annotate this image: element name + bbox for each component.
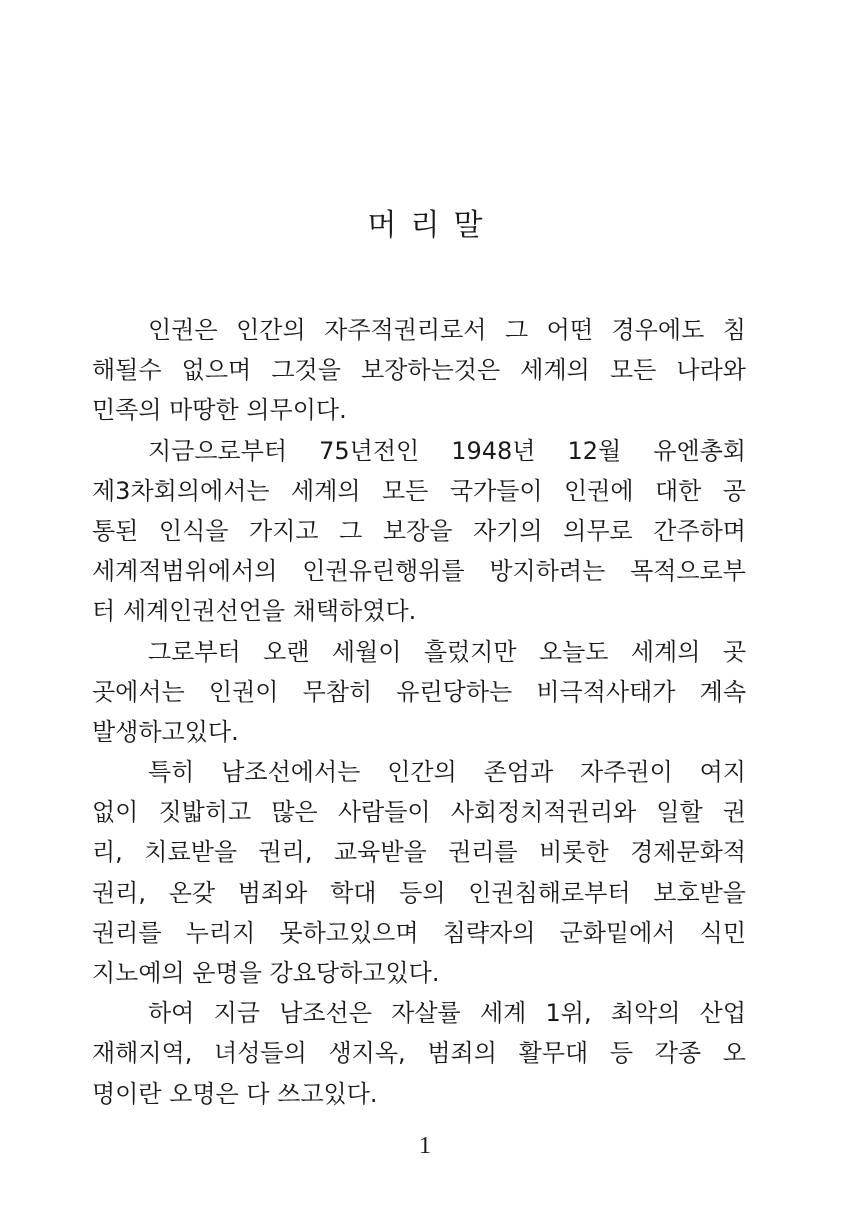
text-line: 특히 남조선에서는 인간의 존엄과 자주권이 여지 <box>148 758 746 787</box>
text-line: 곳에서는 인권이 무참히 유린당하는 비극적사태가 계속 <box>92 677 746 706</box>
text-line: 해될수 없으며 그것을 보장하는것은 세계의 모든 나라와 <box>92 356 746 385</box>
text-line: 통된 인식을 가지고 그 보장을 자기의 의무로 간주하며 <box>92 516 746 545</box>
paragraph <box>92 632 746 753</box>
text-line: 터 세계인권선언을 채택하였다. <box>92 597 417 626</box>
document-body <box>92 310 746 1114</box>
paragraph <box>92 752 746 993</box>
text-line: 재해지역, 녀성들의 생지옥, 범죄의 활무대 등 각종 오 <box>92 1039 746 1068</box>
text-line: 지노예의 운명을 강요당하고있다. <box>92 959 440 987</box>
text-line: 민족의 마땅한 의무이다. <box>92 396 347 425</box>
text-line: 하여 지금 남조선은 자살률 세계 1위, 최악의 산업 <box>148 999 746 1028</box>
text-line: 인권은 인간의 자주적권리로서 그 어떤 경우에도 침 <box>148 316 746 344</box>
text-line: 세계적범위에서의 인권유린행위를 방지하려는 목적으로부 <box>92 557 746 586</box>
paragraph <box>92 993 746 1114</box>
text-line: 리, 치료받을 권리, 교육받을 권리를 비롯한 경제문화적 <box>92 838 746 867</box>
page-title: 머리말 <box>367 208 497 244</box>
text-line: 권리를 누리지 못하고있으며 침략자의 군화밑에서 식민 <box>92 918 746 947</box>
text-line: 제3차회의에서는 세계의 모든 국가들이 인권에 대한 공 <box>92 476 746 505</box>
text-line: 그로부터 오랜 세월이 흘렀지만 오늘도 세계의 곳 <box>148 637 746 666</box>
text-line: 없이 짓밟히고 많은 사람들이 사회정치적권리와 일할 권 <box>92 798 746 827</box>
paragraph <box>92 310 746 431</box>
page-number: 1 <box>419 1133 431 1159</box>
text-line: 명이란 오명은 다 쓰고있다. <box>92 1079 378 1108</box>
text-line: 발생하고있다. <box>92 717 239 746</box>
paragraph <box>92 431 746 632</box>
text-line: 지금으로부터 75년전인 1948년 12월 유엔총회 <box>148 436 746 465</box>
text-line: 권리, 온갖 범죄와 학대 등의 인권침해로부터 보호받을 <box>92 878 746 907</box>
